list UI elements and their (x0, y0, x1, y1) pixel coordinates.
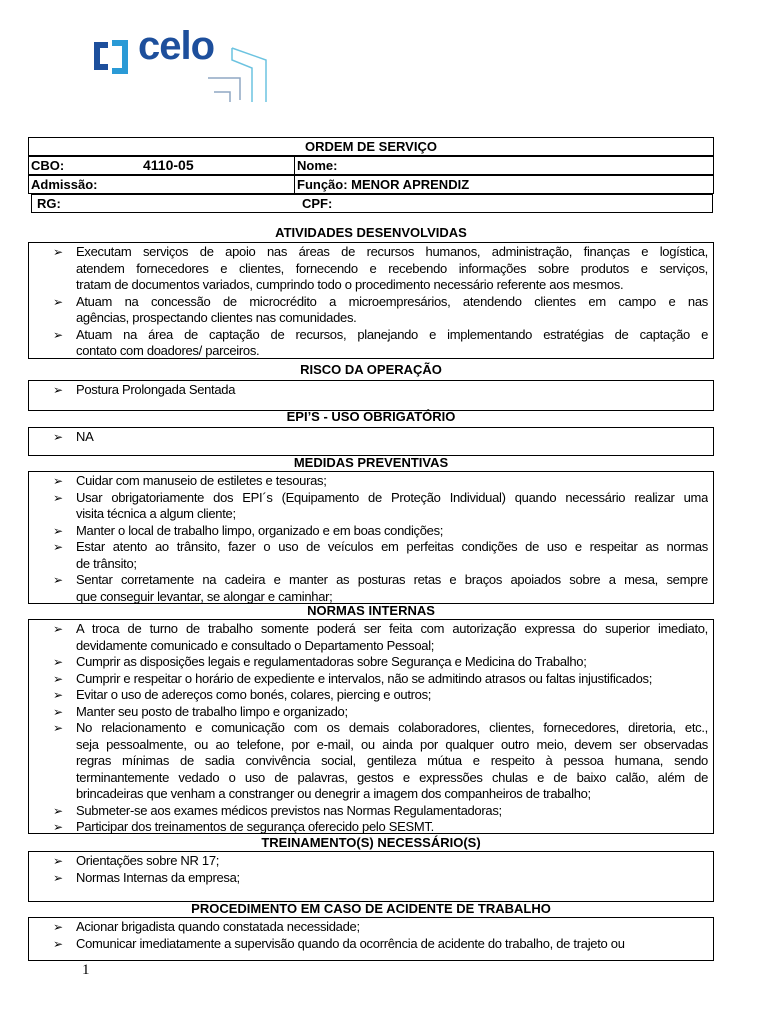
list-item-text: Usar obrigatoriamente dos EPI´s (Equipamento de Proteção Individual) quando necessário realizar uma (76, 489, 708, 505)
list-item (29, 803, 713, 820)
arrow-bullet-icon: ➢ (53, 622, 64, 636)
list-item (29, 919, 713, 936)
list-item-text: tratam de documentos variados, cumprindo todo o procedimento necessário referente aos mesmos. (76, 277, 624, 292)
list-item-text: Acionar brigadista quando constatada necessidade; (76, 919, 360, 934)
list-item-text: Postura Prolongada Sentada (76, 382, 236, 397)
list-item-text: Comunicar imediatamente a supervisão quando da ocorrência de acidente do trabalho, de trajeto ou (76, 935, 625, 951)
cbo-value: 4110-05 (143, 157, 194, 173)
section-title-normas: NORMAS INTERNAS (307, 603, 435, 618)
section-title-atividades: ATIVIDADES DESENVOLVIDAS (275, 225, 467, 240)
arrow-bullet-icon: ➢ (53, 540, 64, 554)
list-item-text: de trânsito; (76, 555, 137, 571)
arrow-bullet-icon: ➢ (53, 920, 64, 934)
section-box-risco (28, 380, 714, 411)
list-item (29, 720, 713, 803)
arrow-bullet-icon: ➢ (53, 294, 64, 309)
list-item-text: devidamente comunicado e consultado o Departamento Pessoal; (76, 637, 435, 653)
cpf-label: CPF: (302, 196, 333, 211)
list-item-text: Executam serviços de apoio nas áreas de recursos humanos, administração, finanças e logística, (76, 244, 708, 259)
list-item-text: contato com doadores/ parceiros. (76, 343, 260, 358)
list-item-text: Cumprir e respeitar o horário de expediente e intervalos, não se admitindo atrasos ou faltas injustificados; (76, 670, 653, 686)
arrow-bullet-icon: ➢ (53, 803, 64, 818)
list-item (29, 853, 713, 870)
admissao-row (28, 175, 714, 194)
funcao-label: Função: MENOR APRENDIZ (297, 177, 470, 192)
cbo-row (28, 156, 714, 175)
arrow-bullet-icon: ➢ (53, 721, 64, 735)
list-item-text: Manter o local de trabalho limpo, organizado e em boas condições; (76, 522, 444, 538)
cbo-label: CBO: (31, 158, 65, 173)
arrow-bullet-icon: ➢ (53, 474, 64, 488)
form-title: ORDEM DE SERVIÇO (305, 139, 437, 154)
arrow-bullet-icon: ➢ (53, 671, 64, 686)
list-item-text: Sentar corretamente na cadeira e manter as posturas retas e braços apoiados sobre a mesa, sempre (76, 572, 708, 587)
arrow-bullet-icon: ➢ (53, 430, 64, 444)
section-title-epis: EPI’S - USO OBRIGATÓRIO (286, 409, 456, 424)
list-item (29, 870, 713, 887)
section-box-treinamento (28, 851, 714, 902)
list-item-text: que conseguir levantar, se alongar e caminhar; (76, 588, 333, 604)
list-item (29, 819, 713, 834)
rg-label: RG: (37, 196, 61, 211)
section-title-treinamento: TREINAMENTO(S) NECESSÁRIO(S) (261, 835, 481, 850)
list-item (29, 654, 713, 671)
section-box-epis (28, 427, 714, 456)
list-item-text: No relacionamento e comunicação com os demais colaboradores, clientes, fornecedores, diretoria, etc., (76, 720, 708, 735)
list-item (29, 429, 713, 446)
admissao-label: Admissão: (31, 177, 98, 192)
section-title-procedimento: PROCEDIMENTO EM CASO DE ACIDENTE DE TRABALHO (191, 901, 551, 916)
rg-row (31, 194, 713, 213)
list-item (29, 539, 713, 572)
list-item-text: brincadeiras que venham a constranger ou denegrir a imagem dos companheiros de trabalho; (76, 786, 591, 801)
arrow-bullet-icon: ➢ (53, 327, 64, 342)
arrow-bullet-icon: ➢ (53, 490, 64, 505)
arrow-bullet-icon: ➢ (53, 573, 64, 587)
list-item (29, 382, 713, 399)
list-item (29, 687, 713, 704)
list-item-text: Participar dos treinamentos de segurança oferecido pelo SESMT. (76, 819, 434, 834)
nome-label: Nome: (297, 158, 338, 173)
arrow-bullet-icon: ➢ (53, 383, 64, 397)
arrow-bullet-icon: ➢ (53, 854, 64, 868)
list-item-text: Normas Internas da empresa; (76, 869, 240, 885)
page-number: 1 (82, 962, 90, 978)
list-item-text: agências, prospectando clientes nas comunidades. (76, 310, 357, 325)
arrow-bullet-icon: ➢ (53, 245, 64, 259)
list-item-text: atendem fornecedores e clientes, fornecendo e recebendo informações sobre produtos e serviços, (76, 260, 708, 276)
logo-text: celo (138, 24, 215, 68)
list-item-text: visita técnica a algum cliente; (76, 506, 236, 521)
list-item-text: Orientações sobre NR 17; (76, 853, 220, 868)
list-item-text: regras mínimas de sadia convivência social, gentileza mútua e respeito à pessoa humana, sendo (76, 753, 708, 768)
arrow-bullet-icon: ➢ (53, 936, 64, 951)
list-item-text: Cumprir as disposições legais e regulamentadoras sobre Segurança e Medicina do Trabalho; (76, 654, 587, 669)
arrow-bullet-icon: ➢ (53, 870, 64, 885)
list-item (29, 294, 713, 327)
arrow-bullet-icon: ➢ (53, 655, 64, 669)
list-item (29, 572, 713, 604)
list-item-text: NA (76, 429, 94, 444)
section-box-procedimento (28, 917, 714, 961)
section-box-atividades (28, 242, 714, 359)
list-item-text: Manter seu posto de trabalho limpo e organizado; (76, 703, 348, 719)
section-box-medidas (28, 471, 714, 604)
list-item-text: seja pessoalmente, ou ao telefone, por e-mail, ou ainda por qualquer outro meio, devem ser observadas (76, 736, 708, 752)
section-title-risco: RISCO DA OPERAÇÃO (300, 362, 442, 377)
section-box-normas (28, 619, 714, 834)
arrow-bullet-icon: ➢ (53, 688, 64, 702)
list-item (29, 473, 713, 490)
list-item (29, 490, 713, 523)
list-item-text: Submeter-se aos exames médicos previstos nas Normas Regulamentadoras; (76, 802, 502, 818)
celo-logo (90, 24, 270, 102)
arrow-bullet-icon: ➢ (53, 704, 64, 719)
list-item (29, 327, 713, 360)
list-item (29, 523, 713, 540)
list-item (29, 621, 713, 654)
list-item-text: Atuam na concessão de microcrédito a microempresários, atendendo clientes em campo e nas (76, 293, 708, 309)
list-item-text: Atuam na área de captação de recursos, planejando e implementando estratégias de captação e (76, 326, 708, 342)
list-item (29, 936, 713, 953)
list-item-text: Cuidar com manuseio de estiletes e tesouras; (76, 473, 327, 488)
list-item (29, 704, 713, 721)
arrow-bullet-icon: ➢ (53, 523, 64, 538)
list-item (29, 671, 713, 688)
list-item-text: Estar atento ao trânsito, fazer o uso de veículos em perfeitas condições de uso e respeitar as normas (76, 539, 708, 554)
section-title-medidas: MEDIDAS PREVENTIVAS (293, 455, 449, 470)
form-title-row (28, 137, 714, 156)
list-item-text: A troca de turno de trabalho somente poderá ser feita com autorização expressa do superior imediato, (76, 621, 708, 636)
arrow-bullet-icon: ➢ (53, 820, 64, 834)
list-item-text: Evitar o uso de adereços como bonés, colares, piercing e outros; (76, 687, 432, 702)
list-item (29, 244, 713, 294)
list-item-text: terminantemente vedado o uso de palavras, gestos e expressões chulas e de baixo calão, além de (76, 769, 708, 785)
